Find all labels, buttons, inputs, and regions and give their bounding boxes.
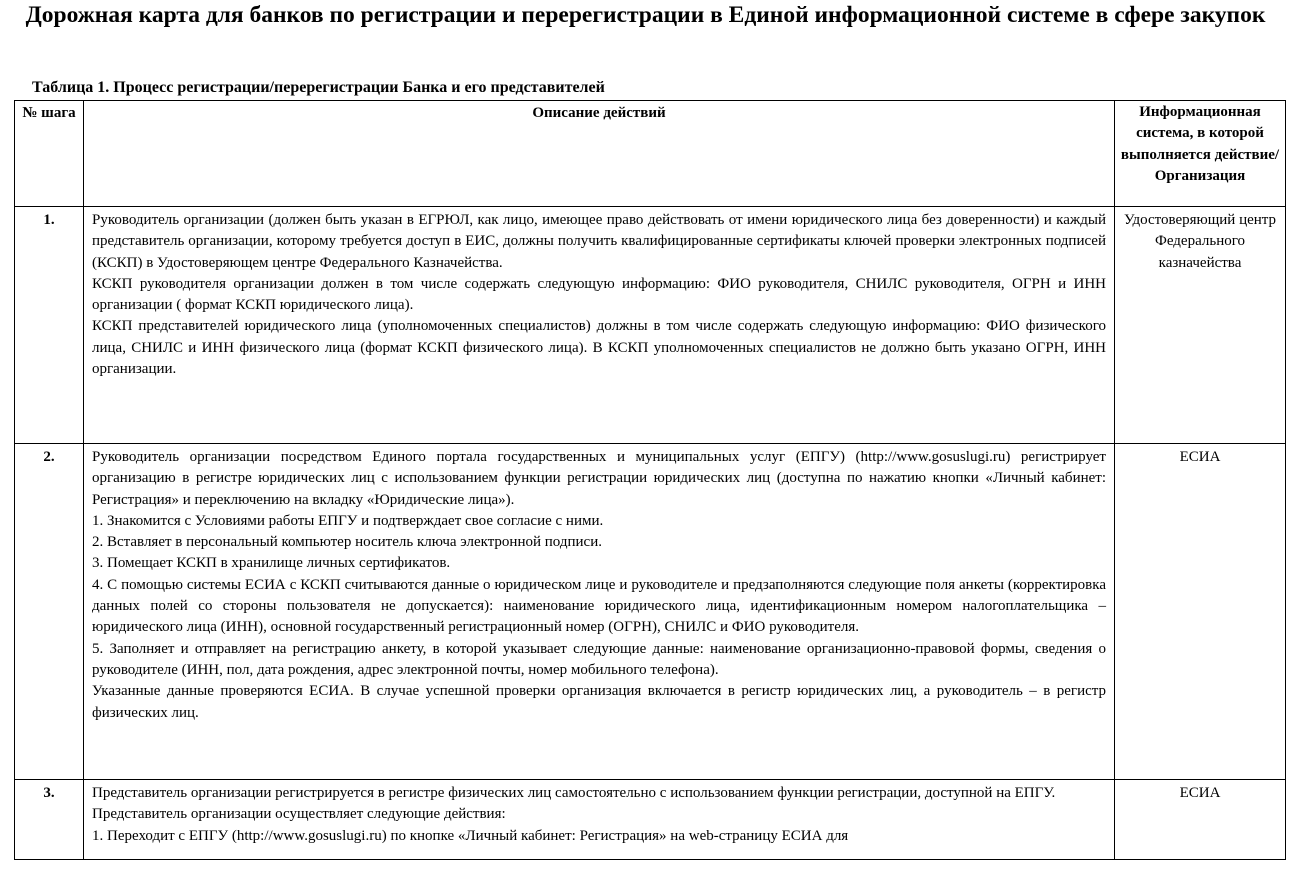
table-row <box>15 207 1286 444</box>
step-system: ЕСИА <box>1115 780 1286 860</box>
description-paragraph: КСКП представителей юридического лица (уполномоченных специалистов) должны в том числе содержать следующую информацию: ФИО физического лица, СНИЛС и ИНН физического лица (формат КСКП физического лица). В КСКП уполномоченных специалистов не должно быть указано ОГРН, ИНН организации. <box>92 318 1106 378</box>
description-paragraph: 4. С помощью системы ЕСИА с КСКП считываются данные о юридическом лице и руководителе и предзаполняются следующие поля анкеты (корректировка данных полей со стороны пользователя не допускается): наименование юридического лица, идентификационным номером налогоплательщика – юридического лица (ИНН), основной государственный регистрационный номер (ОГРН), СНИЛС и ФИО руководителя. <box>92 576 1106 636</box>
description-paragraph: 1. Знакомится с Условиями работы ЕПГУ и подтверждает свое согласие с ними. <box>92 512 604 529</box>
table-row <box>15 444 1286 780</box>
description-paragraph: 3. Помещает КСКП в хранилище личных сертификатов. <box>92 555 451 572</box>
description-paragraph: 1. Переходит с ЕПГУ (http://www.gosuslugi.ru) по кнопке «Личный кабинет: Регистрация» на web-страницу ЕСИА для <box>92 827 849 844</box>
step-number: 2. <box>15 444 84 780</box>
description-paragraph: Указанные данные проверяются ЕСИА. В случае успешной проверки организация включается в регистр юридических лиц, а руководитель – в регистр физических лиц. <box>92 683 1106 721</box>
page-title: Дорожная карта для банков по регистрации и перерегистрации в Единой информационной системе в сфере закупок <box>25 2 1266 28</box>
table-row <box>15 780 1286 860</box>
table-caption: Таблица 1. Процесс регистрации/перерегистрации Банка и его представителей <box>32 79 605 96</box>
step-number: 3. <box>15 780 84 860</box>
step-number: 1. <box>15 207 84 444</box>
step-description <box>84 207 1115 444</box>
description-paragraph: Представитель организации осуществляет следующие действия: <box>92 806 506 823</box>
step-description <box>84 780 1115 860</box>
description-paragraph: 2. Вставляет в персональный компьютер носитель ключа электронной подписи. <box>92 534 602 551</box>
description-paragraph: Представитель организации регистрируется в регистре физических лиц самостоятельно с использованием функции регистрации, доступной на ЕПГУ. <box>92 785 1056 801</box>
table-header-row <box>15 101 1286 207</box>
step-system: ЕСИА <box>1115 444 1286 780</box>
description-paragraph: КСКП руководителя организации должен в том числе содержать следующую информацию: ФИО руководителя, СНИЛС руководителя, ОГРН и ИНН организации ( формат КСКП юридического лица). <box>92 275 1106 314</box>
step-description <box>84 444 1115 780</box>
description-paragraph: Руководитель организации (должен быть указан в ЕГРЮЛ, как лицо, имеющее право действовать от имени юридического лица без доверенности) и каждый представитель организации, которому требуется доступ в ЕИС, должны получить квалифицированные сертификаты ключей проверки электронных подписей (КСКП) в Удостоверяющем центре Федерального Казначейства. <box>92 212 1106 271</box>
step-system: Удостоверяющий центр Федерального казначейства <box>1115 207 1286 444</box>
description-paragraph: Руководитель организации посредством Единого портала государственных и муниципальных услуг (ЕПГУ) (http://www.gosuslugi.ru) регистрирует организацию в регистре юридических лиц с использованием функции регистрации юридических лиц (доступна по нажатию кнопки «Личный кабинет: Регистрация» и переключению на вкладку «Юридические лица»). <box>92 449 1106 508</box>
header-description: Описание действий <box>84 101 1115 207</box>
description-paragraph: 5. Заполняет и отправляет на регистрацию анкету, в которой указывает следующие данные: наименование организационно-правовой формы, сведения о руководителе (ИНН, пол, дата рождения, адрес электронной почты, номер мобильного телефона). <box>92 640 1106 678</box>
registration-table <box>14 100 1286 860</box>
header-step-number: № шага <box>15 101 84 207</box>
header-system: Информационная система, в которой выполняется действие/Организация <box>1115 101 1286 207</box>
